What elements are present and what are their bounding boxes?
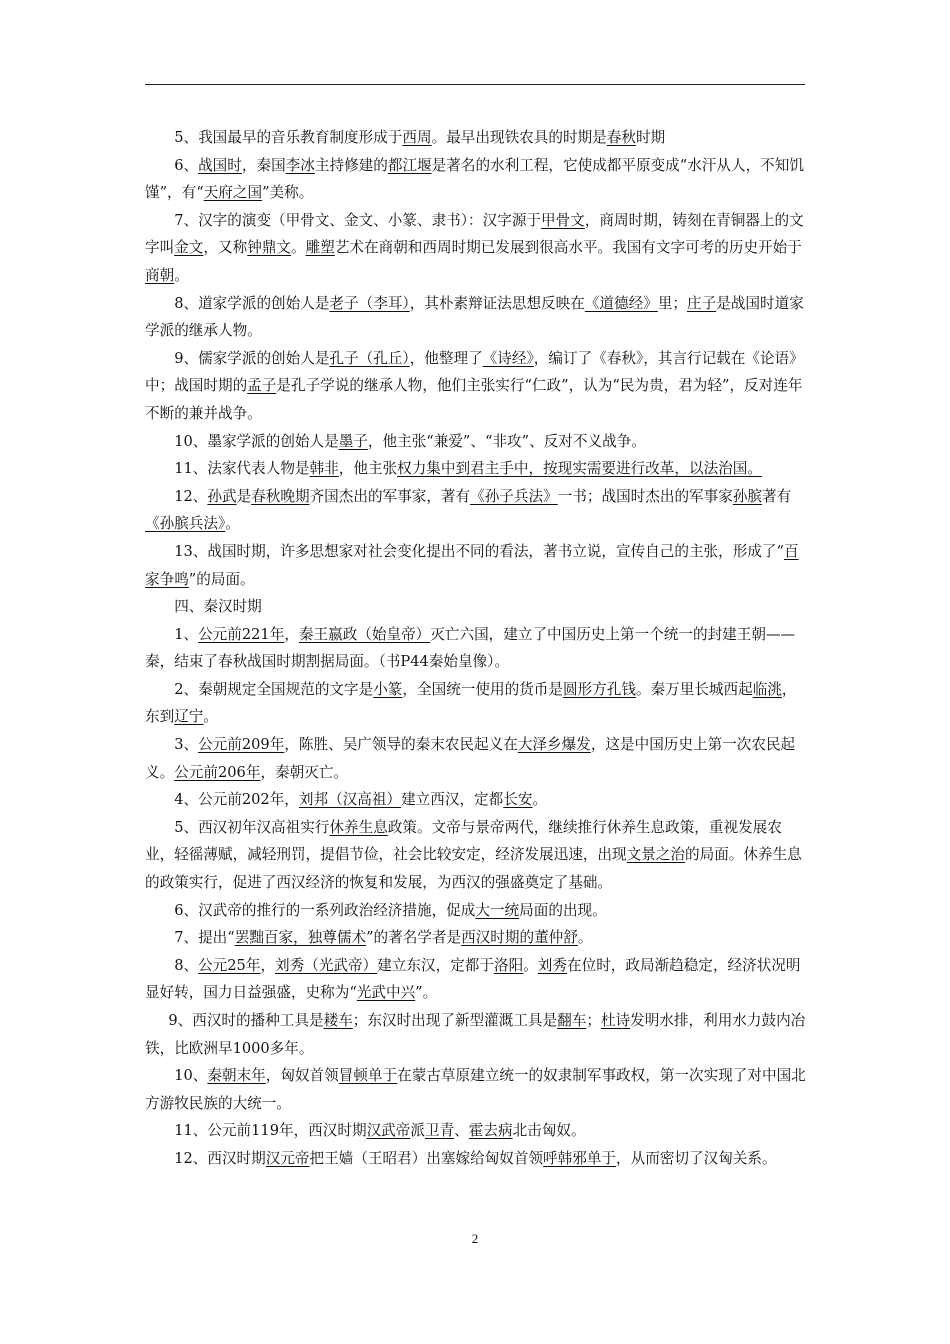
underlined-answer: 刘秀（光武帝） (275, 956, 378, 974)
text-run: ， (260, 956, 276, 974)
paragraph (145, 345, 807, 428)
paragraph (145, 676, 807, 731)
underlined-answer: 韩非 (309, 460, 339, 478)
text-run: ，这是中国历史上第一次农民起义。 (145, 736, 796, 781)
text-run: 。 (203, 708, 219, 726)
underlined-answer: 文景之治 (626, 846, 685, 864)
underlined-answer: 孟子 (247, 377, 277, 395)
paragraph (145, 290, 807, 345)
text-run: 是 (236, 487, 252, 505)
text-run: 局面的出现。 (519, 901, 607, 919)
text-run: 灭亡六国，建立了中国历史上第一个统一的封建王朝——秦，结束了春秋战国时期割据局面。（书P44秦始皇像）。 (145, 625, 796, 671)
text-run: 。 (532, 791, 548, 809)
text-run: 12、 (174, 487, 208, 505)
underlined-answer: 孙膑 (732, 487, 763, 505)
text-run: 。 (291, 239, 306, 257)
text-run: ，编订了《春秋》，其言行记载在《论语》中；战国时期的 (145, 349, 804, 395)
underlined-answer: 公元25年 (198, 956, 261, 974)
underlined-answer: 甲骨文 (541, 211, 585, 229)
underlined-answer: 西周 (402, 129, 432, 146)
text-run: ，商周时期，铸刻在青铜器上的文字叫 (145, 211, 804, 257)
text-run: ，他整理了 (409, 349, 483, 367)
underlined-answer: 长安 (503, 791, 533, 809)
text-run: 5、我国最早的音乐教育制度形成于 (174, 129, 403, 146)
header-rule (145, 84, 805, 85)
text-run: ，从而密切了汉匈关系。 (616, 1149, 777, 1167)
text-run: 发明水排，利用水力鼓内冶铁，比欧洲早1000多年。 (145, 1012, 806, 1057)
text-run: 建立东汉，定都于 (377, 956, 494, 974)
underlined-answer: 春秋 (606, 129, 636, 146)
paragraph (145, 428, 807, 456)
document-body (145, 124, 807, 1173)
text-run: 齐国杰出的军事家，著有 (309, 487, 471, 505)
paragraph (145, 924, 807, 952)
text-run: 13、战国时期，许多思想家对社会变化提出不同的看法，著书立说，宣传自己的主张，形成了“ (174, 542, 784, 560)
text-run: 1、 (174, 625, 199, 643)
underlined-answer: 《孙膑兵法》 (145, 515, 226, 533)
page-number: 2 (471, 1231, 479, 1246)
text-run: ，全国统一使用的货币是 (402, 680, 563, 698)
text-run: ，匈奴首领 (265, 1067, 339, 1085)
text-run: 12、西汉时期 (174, 1149, 266, 1167)
underlined-answer: 耧车 (323, 1012, 353, 1029)
underlined-answer: 霍去病 (468, 1122, 513, 1140)
underlined-answer: 圆形方孔钱 (562, 680, 636, 698)
text-run: 2、秦朝规定全国规范的文字是 (174, 680, 374, 698)
underlined-answer: 都江堰 (387, 156, 432, 174)
underlined-answer: 钟鼎文 (247, 239, 291, 257)
underlined-answer: 《孙子兵法》 (470, 487, 558, 505)
text-run: 8、道家学派的创始人是 (174, 294, 330, 312)
paragraph (145, 152, 807, 207)
text-run: 著有 (762, 487, 792, 505)
text-run: 8、 (174, 956, 199, 974)
text-run: 一书；战国时杰出的军事家 (557, 487, 733, 505)
underlined-answer: 《诗经》 (482, 349, 534, 367)
text-run: 9、儒家学派的创始人是 (174, 349, 330, 367)
underlined-answer: 罢黜百家，独尊儒术 (234, 929, 367, 947)
underlined-answer: 辽宁 (174, 708, 204, 726)
paragraph (145, 1145, 807, 1173)
underlined-answer: 翻车 (557, 1012, 587, 1029)
underlined-answer: 冒顿单于 (338, 1067, 398, 1085)
text-run: 派 (410, 1122, 425, 1140)
text-run: 的局面。休养生息的政策实行，促进了西汉经济的恢复和发展，为西汉的强盛奠定了基础。 (145, 846, 802, 892)
text-run: ，秦朝灭亡。 (260, 763, 349, 781)
text-run: 时期 (635, 129, 666, 146)
paragraph (145, 1062, 807, 1117)
text-run: 是著名的水利工程，它使成都平原变成“水汗从人，不知饥馑”，有“ (145, 156, 804, 202)
paragraph (145, 455, 807, 483)
paragraph (145, 786, 807, 814)
underlined-answer: 大泽乡爆发 (517, 736, 591, 754)
text-run: ”。 (415, 984, 438, 1002)
text-run: ，又称 (203, 239, 248, 257)
underlined-answer: 大一统 (475, 901, 520, 919)
text-run: ”的局面。 (188, 570, 255, 588)
text-run: 5、西汉初年汉高祖实行 (174, 818, 330, 836)
underlined-answer: 汉武帝 (366, 1122, 411, 1140)
text-run: ， (284, 625, 299, 643)
underlined-answer: 公元前209年 (198, 736, 285, 754)
underlined-answer: 公元前206年 (174, 763, 261, 781)
underlined-answer: 老子（李耳） (329, 294, 410, 312)
paragraph (145, 538, 807, 593)
text-run: 艺术在商朝和西周时期已发展到很高水平。我国有文字可考的历史开始于 (334, 239, 802, 257)
paragraph (145, 124, 807, 152)
underlined-answer: 休养生息 (329, 818, 388, 836)
underlined-answer: 百家争鸣 (145, 542, 799, 588)
underlined-answer: 秦朝末年 (207, 1067, 266, 1085)
paragraph (145, 952, 807, 1007)
underlined-answer: 刘邦（汉高祖） (298, 791, 402, 809)
text-run: 9、西汉时的播种工具是 (168, 1012, 324, 1029)
underlined-answer: 雕塑 (305, 239, 335, 257)
underlined-answer: 孔子（孔丘） (329, 349, 410, 367)
underlined-answer: 洛阳 (493, 956, 524, 974)
underlined-answer: 杜诗 (600, 1012, 631, 1029)
underlined-answer: 卫青 (424, 1122, 455, 1140)
paragraph (145, 207, 807, 290)
underlined-answer: 汉元帝 (265, 1149, 310, 1167)
text-run: ； (586, 1012, 601, 1029)
underlined-answer: 庄子 (687, 294, 717, 312)
underlined-answer: 天府之国 (203, 184, 263, 202)
text-run: 在位时，政局渐趋稳定，经济状况明显好转，国力日益强盛，史称为“ (145, 956, 801, 1002)
text-run: 是孔子学说的继承人物，他们主张实行“仁政”，认为“民为贵，君为轻”，反对连年不断的兼并战争。 (145, 377, 803, 422)
text-run: 。 (174, 266, 189, 284)
text-run: 7、提出“ (174, 929, 235, 947)
text-run: 政策。文帝与景帝两代，继续推行休养生息政策，重视发展农业，轻徭薄赋，减轻刑罚，提倡节俭，社会比较安定，经济发展迅速，出现 (145, 818, 782, 864)
text-run: 4、公元前202年， (174, 791, 299, 809)
underlined-answer: 临洮 (752, 680, 782, 698)
underlined-answer: 春秋晚期 (251, 487, 310, 505)
text-run: 6、汉武帝的推行的一系列政治经济措施，促成 (174, 901, 476, 919)
underlined-answer: 金文 (174, 239, 204, 257)
paragraph (145, 1117, 807, 1145)
text-run: 10、 (174, 1067, 208, 1085)
text-run: ，他主张“兼爱”、“非攻”、反对不义战争。 (367, 432, 646, 450)
text-run: ，他主张 (338, 460, 398, 478)
paragraph (145, 814, 807, 897)
underlined-answer: 孙武 (207, 487, 237, 505)
underlined-answer: 呼韩邪单于 (543, 1149, 617, 1167)
paragraph (145, 897, 807, 925)
underlined-answer: 权力集中到君主手中，按现实需要进行改革，以法治国。 (397, 460, 762, 478)
text-run: ，陈胜、吴广领导的秦末农民起义在 (284, 736, 518, 754)
underlined-answer: 公元前221年 (198, 625, 285, 643)
text-run: 北击匈奴。 (512, 1122, 586, 1140)
text-run: ”美称。 (262, 184, 314, 202)
text-run: ”的著名学者是 (366, 929, 462, 947)
underlined-answer: 光武中兴 (356, 984, 416, 1002)
text-run: 。 (577, 929, 593, 947)
underlined-answer: 小篆 (373, 680, 403, 698)
text-run: 四、秦汉时期 (174, 598, 262, 616)
text-run: 是战国时道家学派的继承人物。 (145, 294, 804, 340)
text-run: ，其朴素辩证法思想反映在 (409, 294, 585, 312)
text-run: 11、法家代表人物是 (174, 460, 310, 478)
underlined-answer: 战国时 (198, 156, 242, 174)
text-run: 。 (523, 956, 538, 974)
text-run: 里； (657, 294, 688, 312)
underlined-answer: 墨子 (338, 432, 368, 450)
underlined-answer: 秦王嬴政（始皇帝） (298, 625, 431, 643)
paragraph (145, 483, 807, 538)
paragraph (145, 593, 807, 621)
underlined-answer: 西汉时期的董仲舒 (461, 929, 578, 947)
text-run: 10、墨家学派的创始人是 (174, 432, 339, 450)
text-run: 6、 (174, 156, 199, 174)
paragraph (145, 621, 807, 676)
text-run: 建立西汉，定都 (401, 791, 504, 809)
text-run: 主持修建的 (314, 156, 388, 174)
text-run: 3、 (174, 736, 199, 754)
underlined-answer: 李冰 (285, 156, 315, 174)
text-run: ，东到 (145, 680, 797, 726)
paragraph (145, 1007, 807, 1062)
text-run: 。最早出现铁农具的时期是 (431, 129, 607, 146)
text-run: ，秦国 (241, 156, 286, 174)
text-run: 。 (225, 515, 240, 533)
text-run: 在蒙古草原建立统一的奴隶制军事政权，第一次实现了对中国北方游牧民族的大统一。 (145, 1067, 806, 1112)
text-run: 。秦万里长城西起 (635, 680, 753, 698)
underlined-answer: 《道德经》 (584, 294, 658, 312)
text-run: 、 (454, 1122, 469, 1140)
text-run: 11、公元前119年，西汉时期 (174, 1122, 367, 1140)
text-run: 把王嫱（王昭君）出塞嫁给匈奴首领 (309, 1149, 544, 1167)
underlined-answer: 刘秀 (537, 956, 567, 974)
paragraph (145, 731, 807, 786)
text-run: ；东汉时出现了新型灌溉工具是 (352, 1012, 558, 1029)
text-run: 7、汉字的演变（甲骨文、金文、小篆、隶书）：汉字源于 (174, 211, 542, 229)
underlined-answer: 商朝 (145, 266, 175, 284)
